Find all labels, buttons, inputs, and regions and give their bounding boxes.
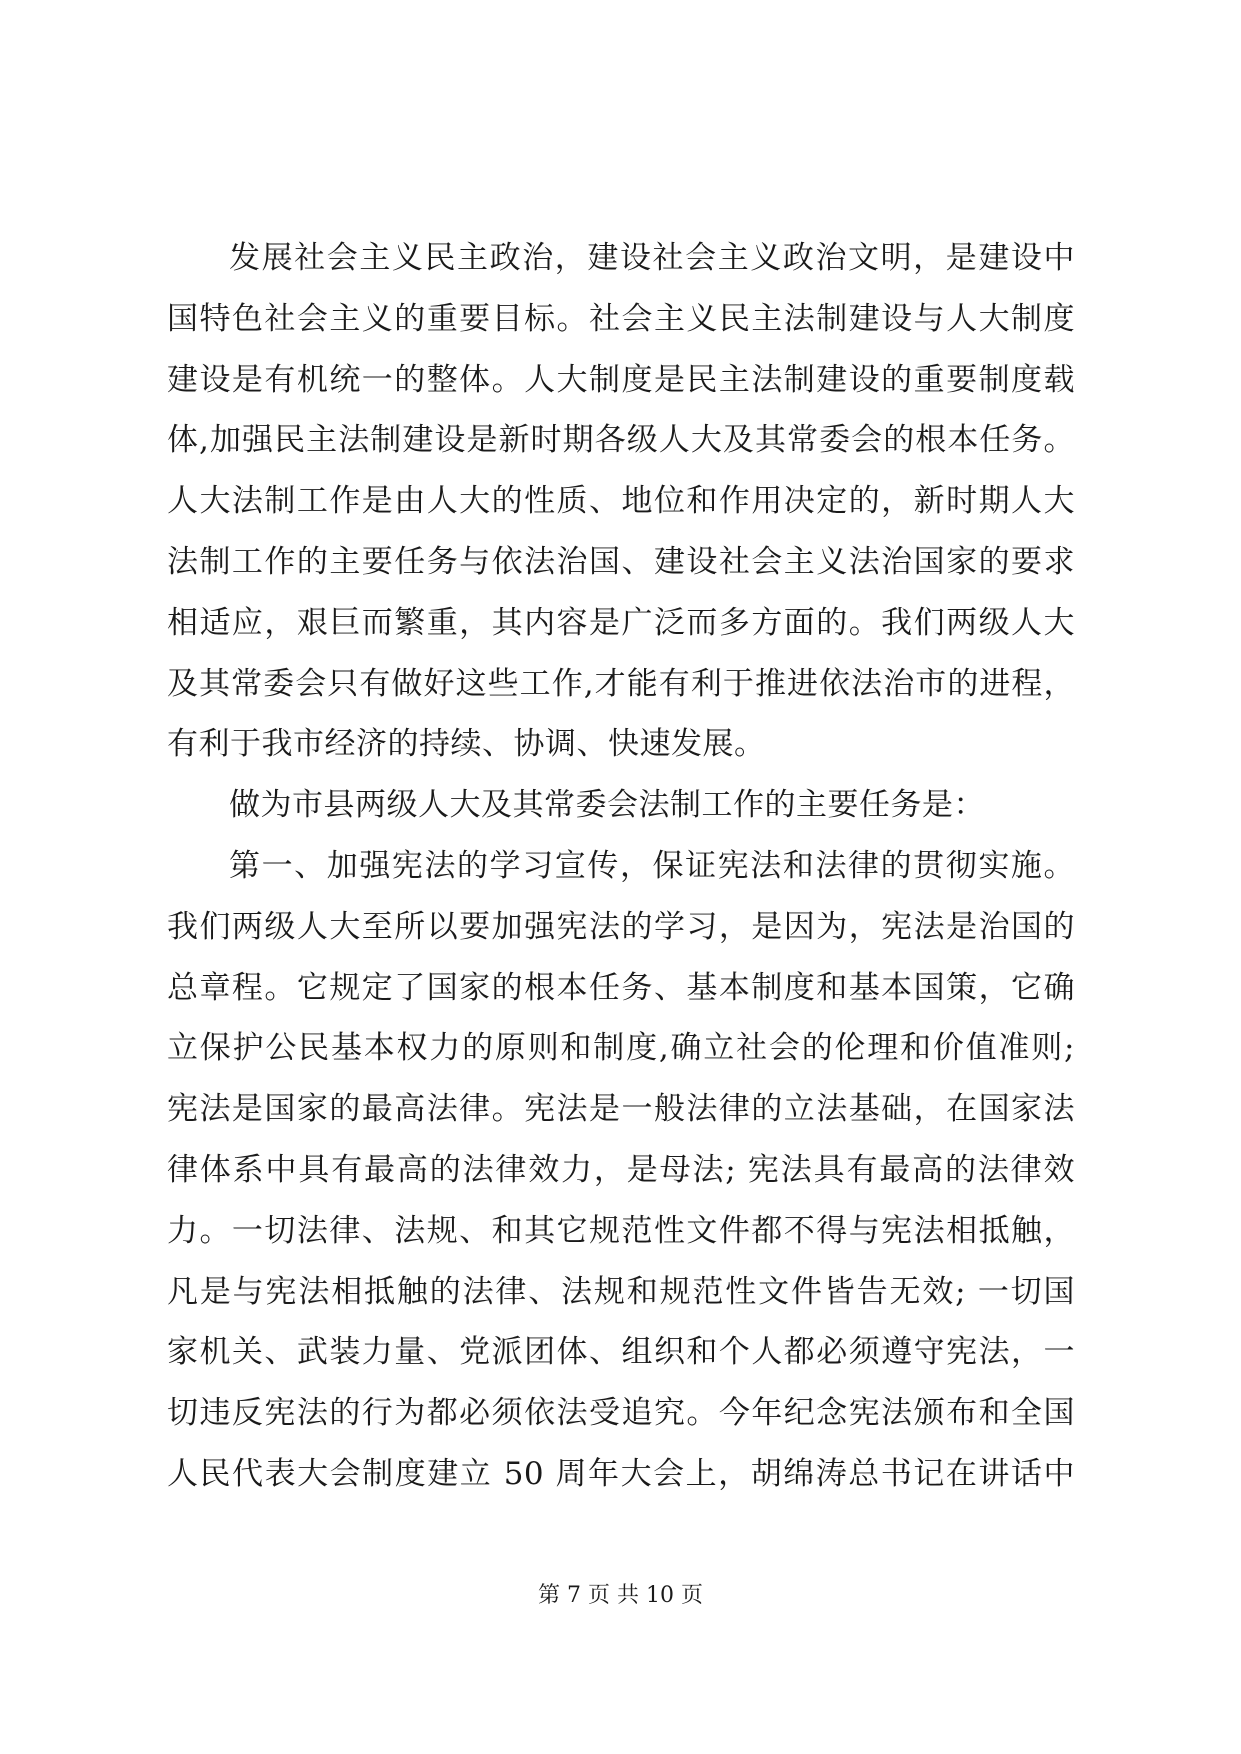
- text-line: 有利于我市经济的持续、协调、快速发展。: [167, 726, 766, 763]
- text-line: 法制工作的主要任务与依法治国、建设社会主义法治国家的要求: [167, 543, 1075, 580]
- page-footer: 第 7 页 共 10 页: [538, 1583, 703, 1608]
- text-line: 家机关、武装力量、党派团体、组织和个人都必须遵守宪法，一: [167, 1334, 1075, 1371]
- text-line: 及其常委会只有做好这些工作,才能有利于推进依法治市的进程，: [167, 665, 1075, 702]
- text-line: 总章程。它规定了国家的根本任务、基本制度和基本国策，它确: [167, 969, 1075, 1006]
- text-line: 人大法制工作是由人大的性质、地位和作用决定的，新时期人大: [167, 483, 1075, 520]
- text-line: 我们两级人大至所以要加强宪法的学习，是因为，宪法是治国的: [167, 908, 1075, 945]
- text-line: 国特色社会主义的重要目标。社会主义民主法制建设与人大制度: [167, 300, 1075, 337]
- document-body: [167, 228, 1075, 1505]
- text-line: 建设是有机统一的整体。人大制度是民主法制建设的重要制度载: [167, 361, 1075, 398]
- text-line: 相适应，艰巨而繁重，其内容是广泛而多方面的。我们两级人大: [167, 604, 1075, 641]
- text-line: 做为市县两级人大及其常委会法制工作的主要任务是：: [229, 787, 985, 824]
- text-line: 体,加强民主法制建设是新时期各级人大及其常委会的根本任务。: [167, 422, 1075, 459]
- text-line: 第一、加强宪法的学习宣传，保证宪法和法律的贯彻实施。: [229, 847, 1075, 884]
- text-line: 发展社会主义民主政治，建设社会主义政治文明，是建设中: [229, 240, 1075, 276]
- text-line: 人民代表大会制度建立 50 周年大会上，胡绵涛总书记在讲话中: [167, 1455, 1075, 1492]
- text-line: 律体系中具有最高的法律效力，是母法; 宪法具有最高的法律效: [167, 1151, 1075, 1188]
- text-line: 宪法是国家的最高法律。宪法是一般法律的立法基础，在国家法: [167, 1091, 1075, 1128]
- text-line: 立保护公民基本权力的原则和制度,确立社会的伦理和价值准则;: [167, 1030, 1075, 1067]
- text-line: 凡是与宪法相抵触的法律、法规和规范性文件皆告无效; 一切国: [167, 1273, 1075, 1310]
- text-line: 力。一切法律、法规、和其它规范性文件都不得与宪法相抵触，: [167, 1212, 1075, 1249]
- text-line: 切违反宪法的行为都必须依法受追究。今年纪念宪法颁布和全国: [167, 1395, 1075, 1432]
